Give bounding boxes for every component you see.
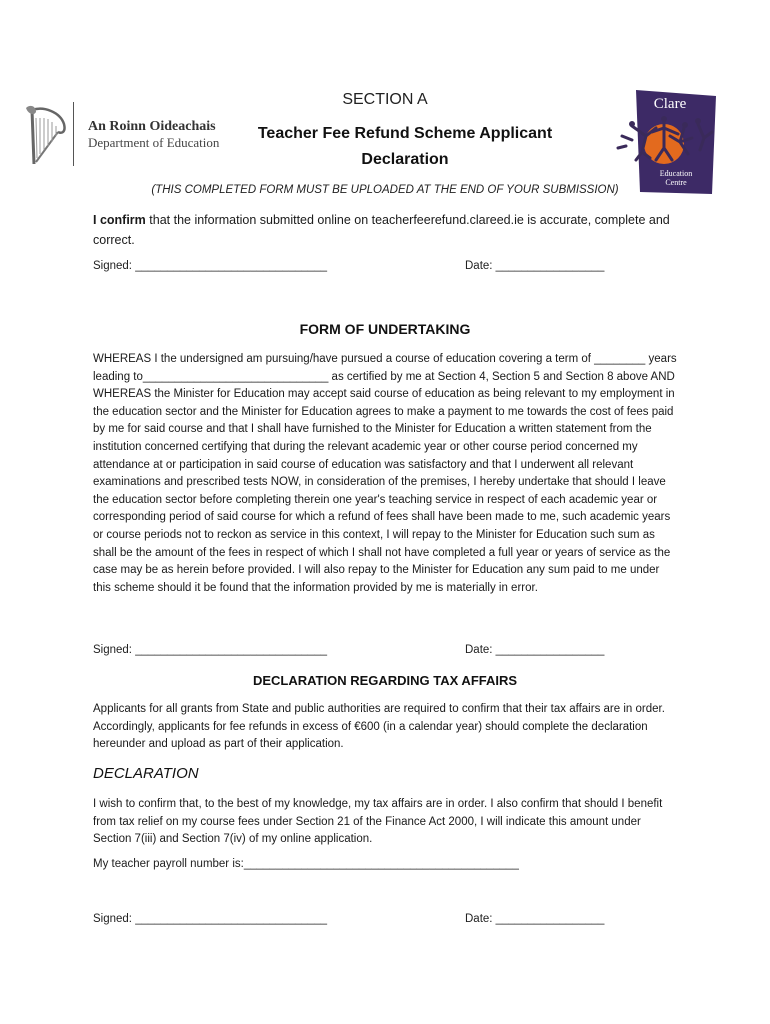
undertaking-heading: FORM OF UNDERTAKING <box>299 321 471 337</box>
logo-title: Clare <box>653 96 687 112</box>
declaration-paragraph: I wish to confirm that, to the best of my knowledge, my tax affairs are in order. I also confirm that should I benefit from tax relief on my course fees under Section 21 of the Finance Act 2000, I will indicate this amount under Section 7(iii) and Section 7(iv) of my online application. <box>93 798 663 846</box>
signature-field-2[interactable]: Signed: ______________________________ <box>93 644 328 656</box>
tax-paragraph: Applicants for all grants from State and public authorities are required to confirm that their tax affairs are in order. Accordingly, applicants for fee refunds in excess of €600 (in a calendar year) should complete the declaration hereunder and upload as part of their application. <box>93 703 665 751</box>
logo-subtitle-1: Education <box>659 169 693 178</box>
upload-instruction: (THIS COMPLETED FORM MUST BE UPLOADED AT THE END OF YOUR SUBMISSION) <box>151 184 619 196</box>
form-title-line2: Declaration <box>361 151 449 168</box>
harp-icon <box>22 104 72 168</box>
declaration-heading: DECLARATION <box>93 765 199 782</box>
undertaking-paragraph: WHEREAS I the undersigned am pursuing/have pursued a course of education covering a term of ________ years leading to_____________________________ as certified by me at Section 4, Section 5 and Section 8 above AND WHEREAS the Minister for Education may accept said course of education as being relevant to my employment in the education sector and the Minister for Education agrees to make a payment to me towards the cost of fees paid by me for said course and that I shall have furnished to the Minister for Education a written statement from the institution concerned certifying that during the relevant academic year or other course period concerned my attendance at or participation in said course of education was satisfactory and that I underwent all relevant examinations and prescribed tests NOW, in consideration of the premises, I hereby undertake that should I leave the education sector before completing therein one year's teaching service in respect of each academic year or corresponding period of said course for which a refund of fees shall have been made to me, such academic years or course periods not to reckon as service in this context, I will repay to the Minister for Education such sum as shall be the amount of the fees in respect of which I shall not have completed a full year or years of service as the case may be as herein before provided. I will also repay to the Minister for Education any sum paid to me under this scheme should it be found that the information provided by me is materially in error. <box>93 353 677 594</box>
department-name-irish: An Roinn Oideachais <box>88 119 216 134</box>
date-field-2[interactable]: Date: _________________ <box>465 644 605 656</box>
logo-divider <box>73 102 74 166</box>
confirm-paragraph <box>93 210 678 250</box>
form-title-line1: Teacher Fee Refund Scheme Applicant <box>257 125 553 142</box>
payroll-number-field[interactable]: My teacher payroll number is:___________________________________________ <box>93 858 519 870</box>
confirm-lead: I confirm <box>93 213 146 227</box>
date-field-3[interactable]: Date: _________________ <box>465 913 605 925</box>
confirm-text: that the information submitted online on teacherfeerefund.clareed.ie is accurate, complete and correct. <box>93 213 670 247</box>
signature-field-1[interactable]: Signed: ______________________________ <box>93 260 328 272</box>
date-field-1[interactable]: Date: _________________ <box>465 260 605 272</box>
signature-field-3[interactable]: Signed: ______________________________ <box>93 913 328 925</box>
logo-subtitle-2: Centre <box>665 178 687 187</box>
section-label: SECTION A <box>342 91 428 108</box>
department-name-english: Department of Education <box>88 135 220 150</box>
tax-heading: DECLARATION REGARDING TAX AFFAIRS <box>252 673 518 688</box>
